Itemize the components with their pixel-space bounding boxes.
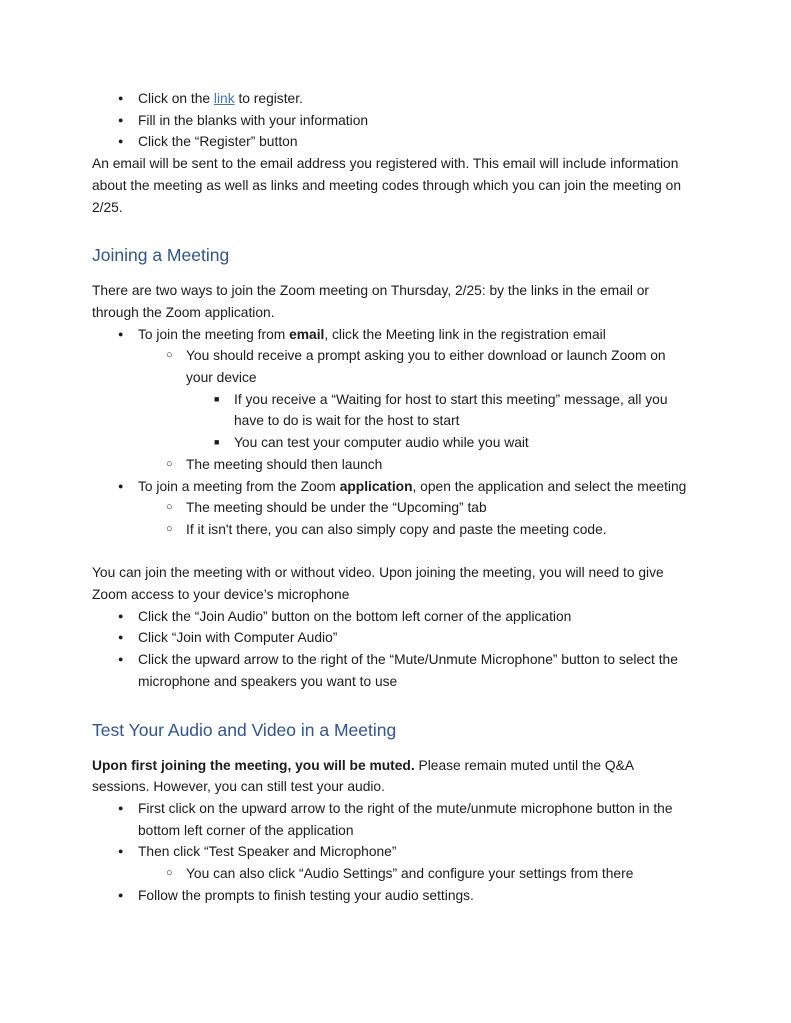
list-item-text — [138, 606, 692, 628]
paragraph — [92, 755, 692, 798]
disc-bullet-icon: ● — [118, 802, 124, 813]
text-run: You can test your computer audio while you wait — [234, 435, 529, 451]
text-run: Click the upward arrow to the right of the “Mute/Unmute Microphone” button to select the microphone and speakers you want to use — [138, 652, 678, 689]
text-run: The meeting should then launch — [186, 456, 383, 472]
paragraph — [92, 280, 692, 323]
square-bullet-icon: ■ — [214, 437, 220, 448]
disc-bullet-icon: ● — [118, 480, 124, 491]
list-item — [92, 798, 692, 841]
disc-bullet-icon: ● — [118, 93, 124, 103]
section-heading: Joining a Meeting — [92, 245, 230, 266]
text-run: Fill in the blanks with your information — [138, 112, 369, 128]
circle-bullet-icon: ○ — [166, 522, 173, 535]
list-item-text — [138, 627, 692, 649]
list-item — [92, 863, 692, 885]
list-item-text — [186, 454, 692, 476]
text-run: Please remain muted until the Q&A sessions. However, you can still test your audio. — [92, 757, 634, 795]
list-item-text — [234, 389, 692, 432]
list-item-text — [138, 131, 692, 153]
list-item-text — [186, 345, 692, 388]
text-run: to register. — [234, 91, 303, 106]
bold-text: Upon first joining the meeting, you will be muted. — [92, 757, 415, 773]
list-item — [92, 649, 692, 692]
disc-bullet-icon: ● — [118, 328, 124, 339]
list-item-text — [138, 88, 692, 110]
text-run: You can also click “Audio Settings” and configure your settings from there — [186, 866, 634, 882]
blank-line — [92, 541, 692, 563]
text-run: You should receive a prompt asking you to either download or launch Zoom on your device — [186, 348, 666, 386]
text-run: , click the Meeting link in the registration email — [324, 326, 606, 342]
list-item — [92, 519, 692, 541]
list-item — [92, 389, 692, 432]
list-item-text — [138, 885, 692, 907]
list-item — [92, 110, 692, 132]
list-item-text — [138, 324, 692, 346]
list-item — [92, 627, 692, 649]
disc-bullet-icon: ● — [118, 846, 124, 857]
list-item — [92, 345, 692, 388]
document-body — [92, 88, 692, 906]
list-item — [92, 324, 692, 346]
circle-bullet-icon: ○ — [166, 457, 173, 470]
circle-bullet-icon: ○ — [166, 349, 173, 362]
text-run: Click the “Join Audio” button on the bottom left corner of the application — [138, 608, 572, 624]
list-item-text — [234, 432, 692, 454]
list-item — [92, 497, 692, 519]
disc-bullet-icon: ● — [118, 114, 124, 125]
paragraph — [92, 562, 692, 605]
text-run: An email will be sent to the email address you registered with. This email will include information about the meeting as well as links and meeting codes through which you can join the meeting on 2/25. — [92, 156, 682, 215]
list-item — [92, 131, 692, 153]
list-item — [92, 885, 692, 907]
circle-bullet-icon: ○ — [166, 867, 173, 880]
text-run: If it isn't there, you can also simply copy and paste the meeting code. — [186, 521, 607, 537]
text-run: First click on the upward arrow to the right of the mute/unmute microphone button in the bottom left corner of the application — [138, 800, 673, 838]
disc-bullet-icon: ● — [118, 610, 124, 621]
register-link[interactable]: link — [213, 91, 235, 106]
list-item — [92, 606, 692, 628]
list-item — [92, 841, 692, 863]
text-run: To join the meeting from — [138, 326, 290, 342]
text-run: Click on the — [138, 91, 214, 106]
list-item-text — [186, 519, 692, 541]
list-item-text — [138, 841, 692, 863]
bold-text: application — [339, 478, 413, 494]
list-item-text — [138, 110, 692, 132]
disc-bullet-icon: ● — [118, 632, 124, 643]
square-bullet-icon: ■ — [214, 393, 220, 404]
list-item-text — [138, 798, 692, 841]
list-item — [92, 454, 692, 476]
bold-text: email — [289, 326, 325, 342]
section-heading: Test Your Audio and Video in a Meeting — [92, 719, 397, 740]
list-item — [92, 476, 692, 498]
disc-bullet-icon: ● — [118, 889, 124, 900]
list-item — [92, 88, 692, 110]
text-run: The meeting should be under the “Upcoming” tab — [186, 500, 487, 516]
text-run: You can join the meeting with or without video. Upon joining the meeting, you will need to give Zoom access to your device’s microphone — [92, 565, 664, 603]
disc-bullet-icon: ● — [118, 654, 124, 665]
paragraph — [92, 153, 692, 218]
list-item-text — [138, 649, 692, 692]
text-run: If you receive a “Waiting for host to start this meeting” message, all you have to do is wait for the host to start — [234, 391, 668, 429]
text-run: To join a meeting from the Zoom — [138, 478, 340, 494]
text-run: Follow the prompts to finish testing your audio settings. — [138, 887, 474, 903]
list-item-text — [138, 476, 692, 498]
disc-bullet-icon: ● — [118, 136, 124, 147]
circle-bullet-icon: ○ — [166, 501, 173, 514]
text-run: Click the “Register” button — [138, 134, 298, 150]
list-item-text — [186, 863, 692, 885]
list-item-text — [186, 497, 692, 519]
text-run: Click “Join with Computer Audio” — [138, 630, 338, 646]
text-run: Then click “Test Speaker and Microphone” — [138, 844, 397, 860]
list-item — [92, 432, 692, 454]
text-run: , open the application and select the meeting — [412, 478, 687, 494]
text-run: There are two ways to join the Zoom meeting on Thursday, 2/25: by the links in the email or through the Zoom application. — [92, 283, 650, 320]
